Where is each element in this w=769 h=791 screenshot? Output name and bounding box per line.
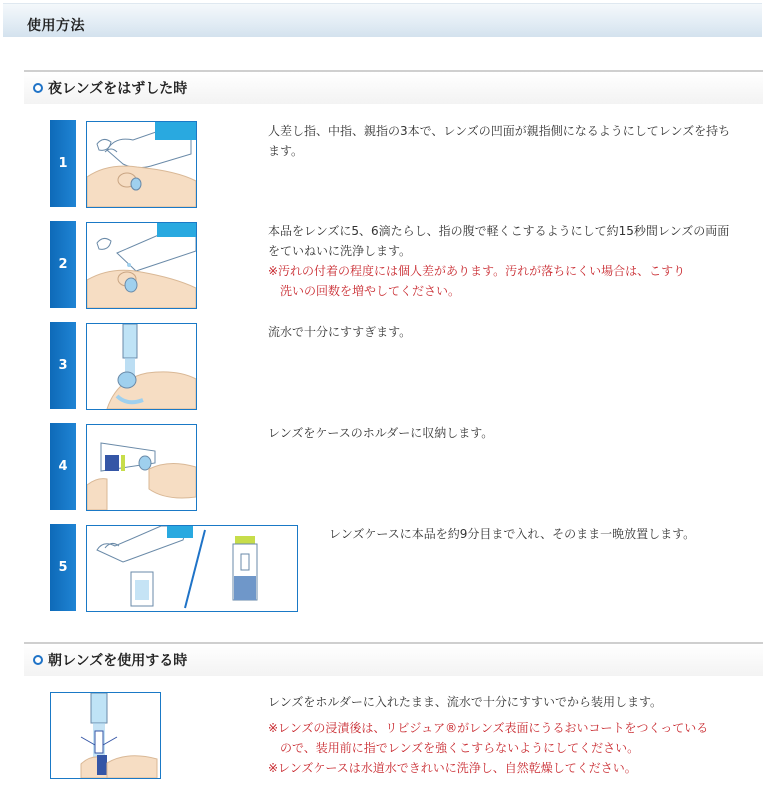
step-1-image: [86, 121, 197, 208]
step-2-note-continued: 洗いの回数を増やしてください。: [280, 284, 461, 298]
step-5-image: [86, 525, 298, 612]
bottle-dropping-on-lens-icon: [87, 223, 196, 308]
page-header: [3, 3, 762, 37]
bullet-icon: [33, 83, 43, 93]
morning-note-2: ※レンズケースは水道水できれいに洗浄し、自然乾燥してください。: [268, 761, 637, 775]
step-number-1: 1: [50, 120, 76, 207]
step-2-instruction: 本品をレンズに5、6滴たらし、指の腹で軽くこするようにして約15秒間レンズの両面をていねいに洗浄します。: [268, 224, 730, 258]
step-number-5: 5: [50, 524, 76, 611]
step-2-image: [86, 222, 197, 309]
bullet-icon: [33, 655, 43, 665]
morning-note-1-continued: ので、装用前に指でレンズを強くこすらないようにしてください。: [280, 741, 640, 755]
morning-text: [268, 692, 748, 778]
step-5-text: レンズケースに本品を約9分目まで入れ、そのまま一晩放置します。: [329, 527, 696, 541]
step-number-4: 4: [50, 423, 76, 510]
morning-note-1: ※レンズの浸漬後は、リビジュア®がレンズ表面にうるおいコートをつくっている: [268, 721, 709, 735]
step-3-text: 流水で十分にすすぎます。: [268, 325, 412, 339]
step-2-text: [268, 221, 738, 301]
filling-lens-case-icon: [87, 526, 297, 611]
step-2-note: ※汚れの付着の程度には個人差があります。汚れが落ちにくい場合は、こすり: [268, 264, 686, 278]
section-header-night: [24, 70, 763, 104]
step-1-text: 人差し指、中指、親指の3本で、レンズの凹面が親指側になるようにしてレンズを持ちます。: [268, 124, 731, 158]
step-4-text: レンズをケースのホルダーに収納します。: [268, 426, 494, 440]
rinsing-holder-under-tap-icon: [51, 693, 160, 778]
section-header-morning: [24, 642, 763, 676]
step-number-2: 2: [50, 221, 76, 308]
step-3-image: [86, 323, 197, 410]
step-number-3: 3: [50, 322, 76, 409]
morning-instruction: レンズをホルダーに入れたまま、流水で十分にすすいでから装用します。: [268, 695, 663, 709]
morning-image: [50, 692, 161, 779]
section-title-night: 夜レンズをはずした時: [48, 81, 188, 97]
step-4-image: [86, 424, 197, 511]
section-title-morning: 朝レンズを使用する時: [48, 653, 188, 669]
rinsing-lens-under-water-icon: [87, 324, 196, 409]
fingers-holding-lens-with-bottle-icon: [87, 122, 196, 207]
placing-lens-in-holder-icon: [87, 425, 196, 510]
page-title: 使用方法: [27, 18, 85, 34]
